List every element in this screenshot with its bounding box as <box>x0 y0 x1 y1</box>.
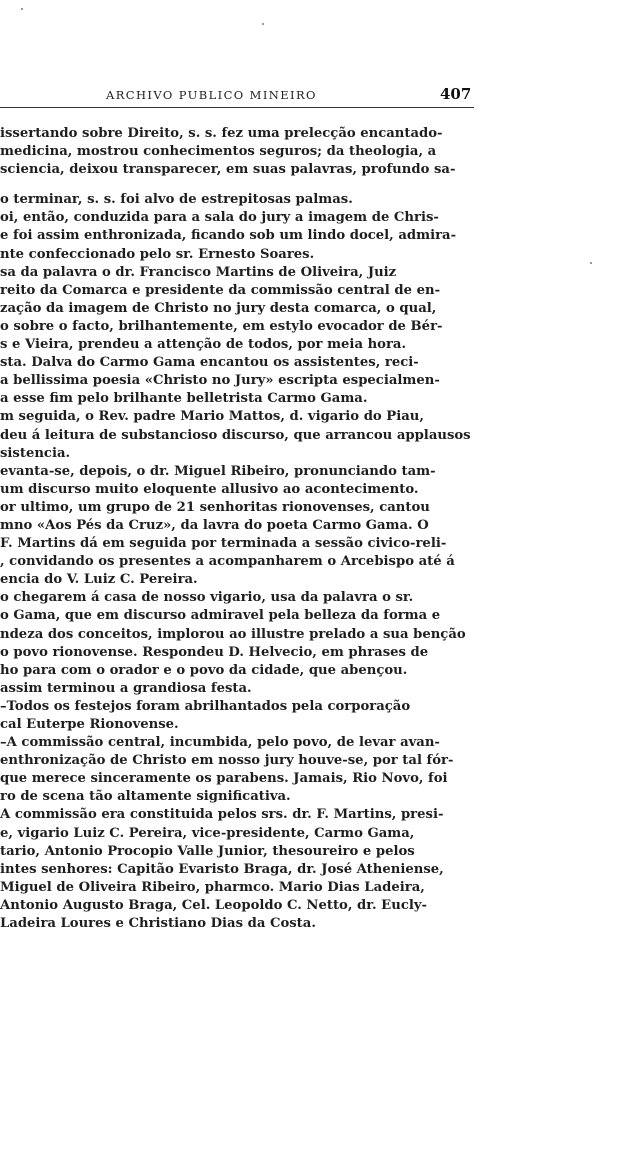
scan-speck <box>262 23 264 25</box>
text-line: enthronização de Christo em nosso jury houve-se, por tal fór- <box>0 753 454 769</box>
text-line: que merece sinceramente os parabens. Jamais, Rio Novo, foi <box>0 771 448 787</box>
text-line: sta. Dalva do Carmo Gama encantou os assistentes, reci- <box>0 355 419 371</box>
text-line: –A commissão central, incumbida, pelo povo, de levar avan- <box>0 735 440 751</box>
text-line: medicina, mostrou conhecimentos seguros; da theologia, a <box>0 144 437 160</box>
text-line: cal Euterpe Rionovense. <box>0 717 179 732</box>
text-line: A commissão era constituida pelos srs. dr. F. Martins, presi- <box>0 807 444 823</box>
scan-speck <box>590 262 592 264</box>
text-line: ho para com o orador e o povo da cidade, que abençou. <box>0 662 408 678</box>
text-line: a bellissima poesia «Christo no Jury» escripta especialmen- <box>0 373 440 389</box>
running-head: ARCHIVO PUBLICO MINEIRO <box>106 88 317 102</box>
text-line: o terminar, s. s. foi alvo de estrepitosas palmas. <box>0 192 353 208</box>
text-line: Miguel de Oliveira Ribeiro, pharmco. Mario Dias Ladeira, <box>0 879 425 895</box>
text-line: Antonio Augusto Braga, Cel. Leopoldo C. Netto, dr. Eucly- <box>0 897 427 913</box>
paragraph-gap <box>0 179 480 191</box>
text-line: tario, Antonio Procopio Valle Junior, thesoureiro e pelos <box>0 843 415 859</box>
text-line: o povo rionovense. Respondeu D. Helvecio, em phrases de <box>0 644 429 660</box>
text-line: sciencia, deixou transparecer, em suas palavras, profundo sa- <box>0 162 456 178</box>
text-line: e, vigario Luiz C. Pereira, vice-presidente, Carmo Gama, <box>0 825 415 841</box>
text-line: oi, então, conduzida para a sala do jury a imagem de Chris- <box>0 210 439 226</box>
text-line: , convidando os presentes a acompanharem o Arcebispo até á <box>0 554 455 570</box>
text-line: issertando sobre Direito, s. s. fez uma prelecção encantado- <box>0 126 443 141</box>
scan-speck <box>21 8 23 10</box>
page-number: 407 <box>440 85 472 103</box>
text-line: or ultimo, um grupo de 21 senhoritas rionovenses, cantou <box>0 499 430 515</box>
text-line: ndeza dos conceitos, implorou ao illustre prelado a sua benção <box>0 626 466 642</box>
text-line: mno «Aos Pés da Cruz», da lavra do poeta Carmo Gama. O <box>0 517 429 533</box>
body-text <box>0 125 480 933</box>
text-line: o Gama, que em discurso admiravel pela belleza da forma e <box>0 608 441 624</box>
text-line: assim terminou a grandiosa festa. <box>0 680 252 696</box>
text-line: F. Martins dá em seguida por terminada a sessão civico-reli- <box>0 536 447 552</box>
header-rule <box>0 107 474 108</box>
text-line: deu á leitura de substancioso discurso, que arrancou applausos <box>0 427 471 443</box>
text-line: intes senhores: Capitão Evaristo Braga, dr. José Atheniense, <box>0 861 444 877</box>
text-line: encia do V. Luiz C. Pereira. <box>0 572 198 588</box>
text-line: Ladeira Loures e Christiano Dias da Costa. <box>0 916 316 932</box>
paragraph-block <box>0 191 480 933</box>
text-line: m seguida, o Rev. padre Mario Mattos, d. vigario do Piau, <box>0 409 424 425</box>
text-line: evanta-se, depois, o dr. Miguel Ribeiro, pronunciando tam- <box>0 463 436 479</box>
text-line: reito da Comarca e presidente da commissão central de en- <box>0 282 441 298</box>
text-line: o chegarem á casa de nosso vigario, usa da palavra o sr. <box>0 590 414 606</box>
text-line: a esse fim pelo brilhante belletrista Carmo Gama. <box>0 391 368 407</box>
text-line: zação da imagem de Christo no jury desta comarca, o qual, <box>0 300 437 316</box>
text-line: um discurso muito eloquente allusivo ao acontecimento. <box>0 481 419 497</box>
text-line: o sobre o facto, brilhantemente, em estylo evocador de Bér- <box>0 318 443 334</box>
page-header <box>0 86 472 106</box>
text-line: –Todos os festejos foram abrilhantados pela corporação <box>0 698 411 714</box>
text-line: e foi assim enthronizada, ficando sob um lindo docel, admira- <box>0 228 457 244</box>
text-line: sa da palavra o dr. Francisco Martins de Oliveira, Juiz <box>0 264 397 280</box>
text-line: nte confeccionado pelo sr. Ernesto Soares. <box>0 246 315 262</box>
text-line: s e Vieira, prendeu a attenção de todos, por meia hora. <box>0 337 407 353</box>
text-line: ro de scena tão altamente significativa. <box>0 789 291 805</box>
text-line: sistencia. <box>0 445 71 461</box>
paragraph-block <box>0 125 480 179</box>
